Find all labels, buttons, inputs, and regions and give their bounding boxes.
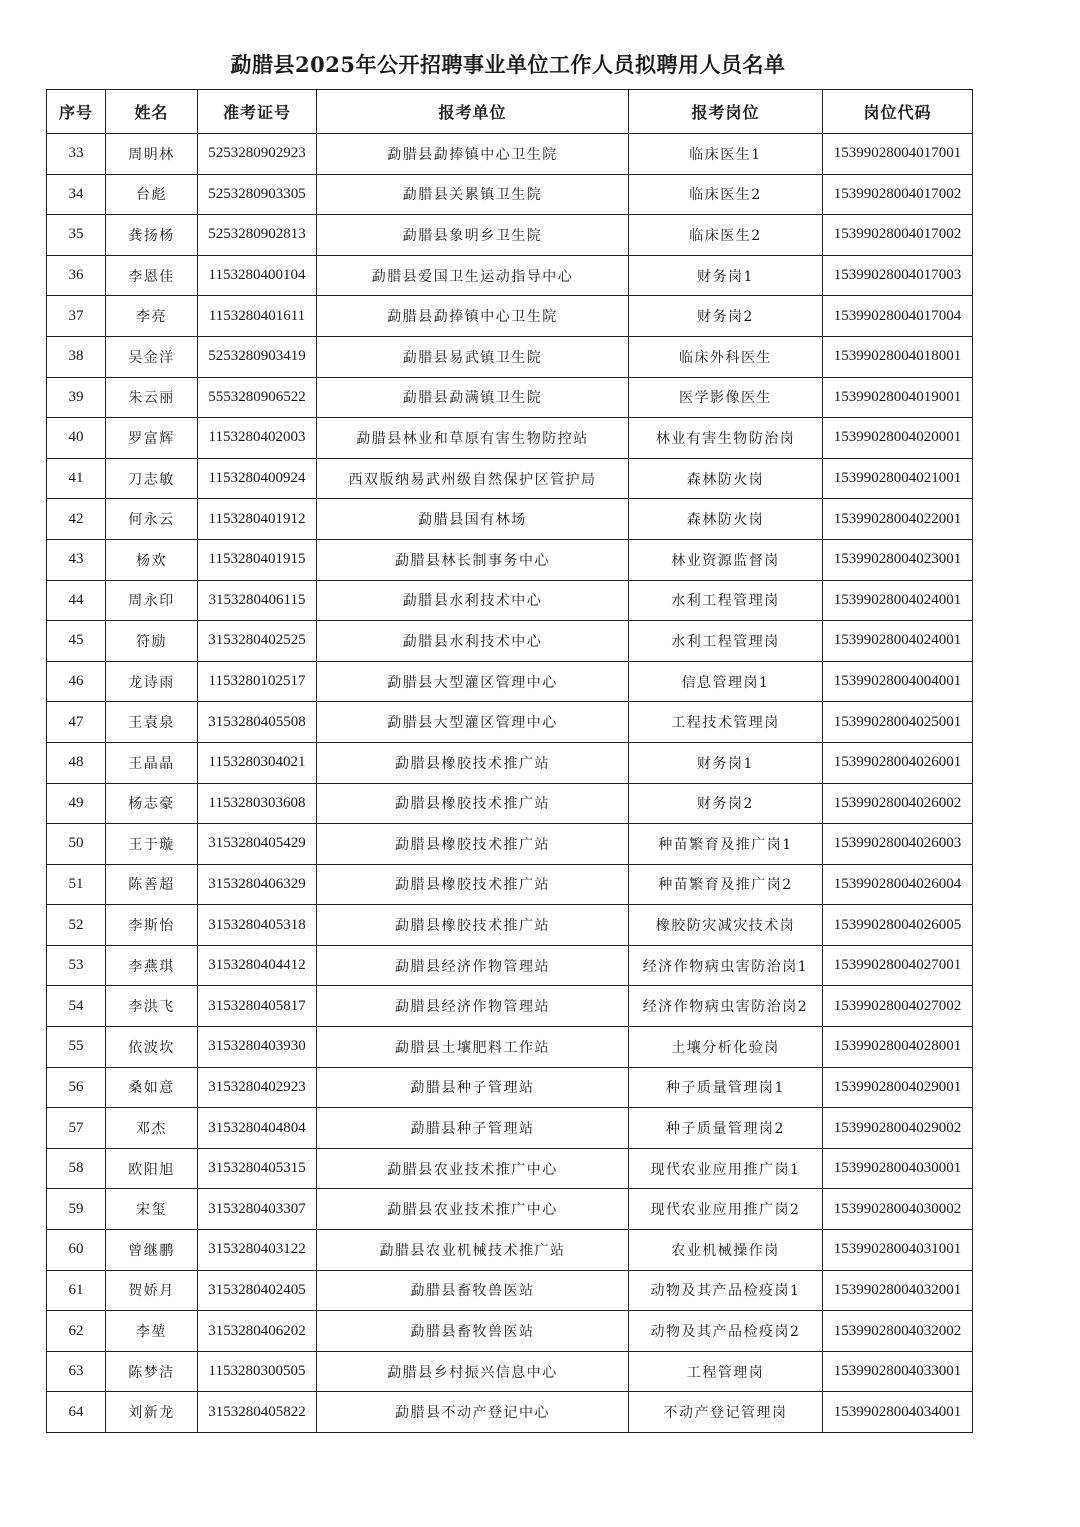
cell-unit: 勐腊县橡胶技术推广站 [317,783,629,824]
cell-position-code: 15399028004017002 [823,215,973,256]
cell-unit: 勐腊县经济作物管理站 [317,986,629,1027]
cell-name: 陈善超 [106,864,198,905]
cell-name: 罗富辉 [106,418,198,459]
table-row [47,1392,973,1433]
cell-seq: 46 [47,661,106,702]
cell-exam-id: 5253280902813 [198,215,317,256]
cell-unit: 勐腊县国有林场 [317,499,629,540]
cell-position-code: 15399028004032002 [823,1311,973,1352]
cell-unit: 勐腊县土壤肥料工作站 [317,1027,629,1068]
cell-position-code: 15399028004026002 [823,783,973,824]
cell-position-code: 15399028004029001 [823,1067,973,1108]
cell-name: 李堃 [106,1311,198,1352]
cell-exam-id: 3153280403122 [198,1230,317,1271]
cell-position: 临床医生2 [629,174,823,215]
table-row [47,255,973,296]
cell-position: 医学影像医生 [629,377,823,418]
cell-position-code: 15399028004018001 [823,336,973,377]
cell-seq: 56 [47,1067,106,1108]
table-row [47,1027,973,1068]
cell-exam-id: 3153280402525 [198,621,317,662]
cell-position: 土壤分析化验岗 [629,1027,823,1068]
cell-seq: 62 [47,1311,106,1352]
cell-position-code: 15399028004024001 [823,580,973,621]
cell-position: 动物及其产品检疫岗2 [629,1311,823,1352]
cell-seq: 64 [47,1392,106,1433]
cell-unit: 勐腊县畜牧兽医站 [317,1311,629,1352]
cell-seq: 40 [47,418,106,459]
cell-position-code: 15399028004026001 [823,742,973,783]
cell-unit: 勐腊县林长制事务中心 [317,539,629,580]
cell-name: 周永印 [106,580,198,621]
cell-seq: 47 [47,702,106,743]
cell-seq: 33 [47,134,106,175]
cell-position: 农业机械操作岗 [629,1230,823,1271]
cell-unit: 勐腊县关累镇卫生院 [317,174,629,215]
cell-seq: 45 [47,621,106,662]
cell-seq: 61 [47,1270,106,1311]
cell-position-code: 15399028004030001 [823,1148,973,1189]
cell-seq: 39 [47,377,106,418]
cell-position: 种子质量管理岗1 [629,1067,823,1108]
table-row [47,1148,973,1189]
hire-list-table [46,89,973,1433]
header-exam-id: 准考证号 [198,90,317,134]
table-row [47,621,973,662]
table-header-row [47,90,973,134]
cell-position: 动物及其产品检疫岗1 [629,1270,823,1311]
cell-position-code: 15399028004033001 [823,1351,973,1392]
cell-exam-id: 3153280405817 [198,986,317,1027]
cell-position: 森林防火岗 [629,499,823,540]
cell-unit: 勐腊县林业和草原有害生物防控站 [317,418,629,459]
cell-name: 朱云丽 [106,377,198,418]
cell-exam-id: 1153280401915 [198,539,317,580]
header-position-code: 岗位代码 [823,90,973,134]
cell-unit: 西双版纳易武州级自然保护区管护局 [317,458,629,499]
cell-name: 依波坎 [106,1027,198,1068]
cell-position-code: 15399028004017001 [823,134,973,175]
table-row [47,864,973,905]
cell-position: 水利工程管理岗 [629,621,823,662]
table-row [47,215,973,256]
cell-name: 符励 [106,621,198,662]
cell-seq: 58 [47,1148,106,1189]
cell-position-code: 15399028004004001 [823,661,973,702]
table-row [47,377,973,418]
table-row [47,1311,973,1352]
cell-position: 森林防火岗 [629,458,823,499]
cell-unit: 勐腊县勐满镇卫生院 [317,377,629,418]
cell-unit: 勐腊县农业技术推广中心 [317,1148,629,1189]
cell-position-code: 15399028004021001 [823,458,973,499]
cell-exam-id: 1153280102517 [198,661,317,702]
table-row [47,499,973,540]
cell-position-code: 15399028004027002 [823,986,973,1027]
cell-position-code: 15399028004022001 [823,499,973,540]
table-row [47,824,973,865]
cell-unit: 勐腊县水利技术中心 [317,580,629,621]
cell-position: 种苗繁育及推广岗2 [629,864,823,905]
cell-name: 何永云 [106,499,198,540]
cell-position: 财务岗1 [629,255,823,296]
cell-position: 林业资源监督岗 [629,539,823,580]
cell-name: 周明林 [106,134,198,175]
table-row [47,134,973,175]
cell-position: 财务岗2 [629,783,823,824]
cell-name: 刘新龙 [106,1392,198,1433]
table-row [47,1189,973,1230]
cell-seq: 38 [47,336,106,377]
cell-exam-id: 3153280406115 [198,580,317,621]
table-row [47,336,973,377]
cell-name: 邓杰 [106,1108,198,1149]
cell-position-code: 15399028004023001 [823,539,973,580]
cell-exam-id: 3153280404412 [198,945,317,986]
cell-exam-id: 3153280402923 [198,1067,317,1108]
table-row [47,905,973,946]
cell-position: 临床医生1 [629,134,823,175]
table-row [47,702,973,743]
cell-unit: 勐腊县经济作物管理站 [317,945,629,986]
cell-exam-id: 3153280406202 [198,1311,317,1352]
cell-seq: 41 [47,458,106,499]
cell-seq: 55 [47,1027,106,1068]
cell-seq: 42 [47,499,106,540]
cell-name: 杨志豪 [106,783,198,824]
table-row [47,174,973,215]
cell-position: 工程技术管理岗 [629,702,823,743]
table-row [47,458,973,499]
cell-exam-id: 1153280400924 [198,458,317,499]
cell-exam-id: 5553280906522 [198,377,317,418]
cell-position: 经济作物病虫害防治岗1 [629,945,823,986]
cell-name: 曾继鹏 [106,1230,198,1271]
table-row [47,783,973,824]
header-name: 姓名 [106,90,198,134]
cell-name: 李斯怡 [106,905,198,946]
cell-unit: 勐腊县勐捧镇中心卫生院 [317,296,629,337]
cell-seq: 49 [47,783,106,824]
cell-position: 林业有害生物防治岗 [629,418,823,459]
cell-position-code: 15399028004026003 [823,824,973,865]
cell-seq: 50 [47,824,106,865]
cell-position-code: 15399028004027001 [823,945,973,986]
cell-seq: 44 [47,580,106,621]
cell-exam-id: 3153280405822 [198,1392,317,1433]
cell-exam-id: 3153280403930 [198,1027,317,1068]
cell-unit: 勐腊县象明乡卫生院 [317,215,629,256]
header-unit: 报考单位 [317,90,629,134]
cell-exam-id: 3153280405318 [198,905,317,946]
cell-position: 财务岗2 [629,296,823,337]
cell-position-code: 15399028004017003 [823,255,973,296]
cell-seq: 60 [47,1230,106,1271]
cell-seq: 48 [47,742,106,783]
cell-unit: 勐腊县勐捧镇中心卫生院 [317,134,629,175]
cell-unit: 勐腊县农业技术推广中心 [317,1189,629,1230]
table-row [47,1270,973,1311]
cell-position-code: 15399028004026005 [823,905,973,946]
header-seq: 序号 [47,90,106,134]
cell-exam-id: 3153280404804 [198,1108,317,1149]
cell-name: 李恩佳 [106,255,198,296]
cell-exam-id: 1153280402003 [198,418,317,459]
cell-position: 临床医生2 [629,215,823,256]
cell-exam-id: 3153280402405 [198,1270,317,1311]
cell-name: 王于璇 [106,824,198,865]
cell-position-code: 15399028004017002 [823,174,973,215]
cell-name: 贺娇月 [106,1270,198,1311]
cell-seq: 35 [47,215,106,256]
table-row [47,945,973,986]
cell-position: 不动产登记管理岗 [629,1392,823,1433]
cell-name: 刀志敏 [106,458,198,499]
cell-position-code: 15399028004032001 [823,1270,973,1311]
table-row [47,1067,973,1108]
cell-position-code: 15399028004028001 [823,1027,973,1068]
cell-exam-id: 1153280303608 [198,783,317,824]
table-row [47,580,973,621]
table-row [47,986,973,1027]
cell-name: 李燕琪 [106,945,198,986]
cell-exam-id: 1153280401912 [198,499,317,540]
table-row [47,1351,973,1392]
cell-seq: 63 [47,1351,106,1392]
cell-position: 现代农业应用推广岗1 [629,1148,823,1189]
cell-name: 龙诗雨 [106,661,198,702]
cell-exam-id: 3153280406329 [198,864,317,905]
cell-position: 财务岗1 [629,742,823,783]
cell-unit: 勐腊县橡胶技术推广站 [317,824,629,865]
cell-name: 李亮 [106,296,198,337]
cell-seq: 43 [47,539,106,580]
table-row [47,742,973,783]
cell-seq: 59 [47,1189,106,1230]
cell-name: 吴金洋 [106,336,198,377]
cell-position-code: 15399028004019001 [823,377,973,418]
cell-name: 王晶晶 [106,742,198,783]
cell-unit: 勐腊县爱国卫生运动指导中心 [317,255,629,296]
cell-seq: 52 [47,905,106,946]
cell-unit: 勐腊县种子管理站 [317,1108,629,1149]
cell-exam-id: 1153280401611 [198,296,317,337]
cell-seq: 34 [47,174,106,215]
table-row [47,661,973,702]
cell-position: 橡胶防灾减灾技术岗 [629,905,823,946]
cell-position-code: 15399028004017004 [823,296,973,337]
header-position: 报考岗位 [629,90,823,134]
cell-name: 龚扬杨 [106,215,198,256]
cell-unit: 勐腊县不动产登记中心 [317,1392,629,1433]
cell-seq: 36 [47,255,106,296]
cell-position: 种苗繁育及推广岗1 [629,824,823,865]
cell-exam-id: 3153280405508 [198,702,317,743]
cell-exam-id: 1153280300505 [198,1351,317,1392]
table-body [47,134,973,1433]
cell-name: 王袁泉 [106,702,198,743]
cell-exam-id: 1153280400104 [198,255,317,296]
cell-seq: 54 [47,986,106,1027]
cell-exam-id: 5253280902923 [198,134,317,175]
cell-position: 种子质量管理岗2 [629,1108,823,1149]
cell-name: 宋玺 [106,1189,198,1230]
table-row [47,539,973,580]
cell-exam-id: 1153280304021 [198,742,317,783]
cell-unit: 勐腊县水利技术中心 [317,621,629,662]
cell-name: 台彪 [106,174,198,215]
table-row [47,296,973,337]
cell-unit: 勐腊县畜牧兽医站 [317,1270,629,1311]
table-row [47,1230,973,1271]
cell-seq: 51 [47,864,106,905]
cell-name: 桑如意 [106,1067,198,1108]
cell-unit: 勐腊县大型灌区管理中心 [317,661,629,702]
cell-position-code: 15399028004020001 [823,418,973,459]
cell-position: 信息管理岗1 [629,661,823,702]
cell-position: 现代农业应用推广岗2 [629,1189,823,1230]
cell-position: 临床外科医生 [629,336,823,377]
cell-exam-id: 3153280403307 [198,1189,317,1230]
cell-seq: 53 [47,945,106,986]
cell-exam-id: 3153280405429 [198,824,317,865]
cell-unit: 勐腊县易武镇卫生院 [317,336,629,377]
cell-exam-id: 5253280903305 [198,174,317,215]
cell-unit: 勐腊县橡胶技术推广站 [317,864,629,905]
page-title: 勐腊县2025年公开招聘事业单位工作人员拟聘用人员名单 [230,52,786,77]
cell-position-code: 15399028004034001 [823,1392,973,1433]
cell-position: 水利工程管理岗 [629,580,823,621]
cell-name: 欧阳旭 [106,1148,198,1189]
cell-seq: 37 [47,296,106,337]
cell-exam-id: 5253280903419 [198,336,317,377]
cell-position: 经济作物病虫害防治岗2 [629,986,823,1027]
cell-unit: 勐腊县橡胶技术推广站 [317,742,629,783]
cell-seq: 57 [47,1108,106,1149]
cell-position-code: 15399028004031001 [823,1230,973,1271]
cell-position: 工程管理岗 [629,1351,823,1392]
cell-unit: 勐腊县橡胶技术推广站 [317,905,629,946]
table-row [47,1108,973,1149]
cell-name: 陈梦洁 [106,1351,198,1392]
cell-position-code: 15399028004024001 [823,621,973,662]
cell-position-code: 15399028004026004 [823,864,973,905]
cell-position-code: 15399028004030002 [823,1189,973,1230]
cell-exam-id: 3153280405315 [198,1148,317,1189]
cell-name: 杨欢 [106,539,198,580]
cell-unit: 勐腊县乡村振兴信息中心 [317,1351,629,1392]
cell-position-code: 15399028004029002 [823,1108,973,1149]
cell-unit: 勐腊县大型灌区管理中心 [317,702,629,743]
cell-unit: 勐腊县农业机械技术推广站 [317,1230,629,1271]
cell-name: 李洪飞 [106,986,198,1027]
cell-unit: 勐腊县种子管理站 [317,1067,629,1108]
cell-position-code: 15399028004025001 [823,702,973,743]
table-row [47,418,973,459]
